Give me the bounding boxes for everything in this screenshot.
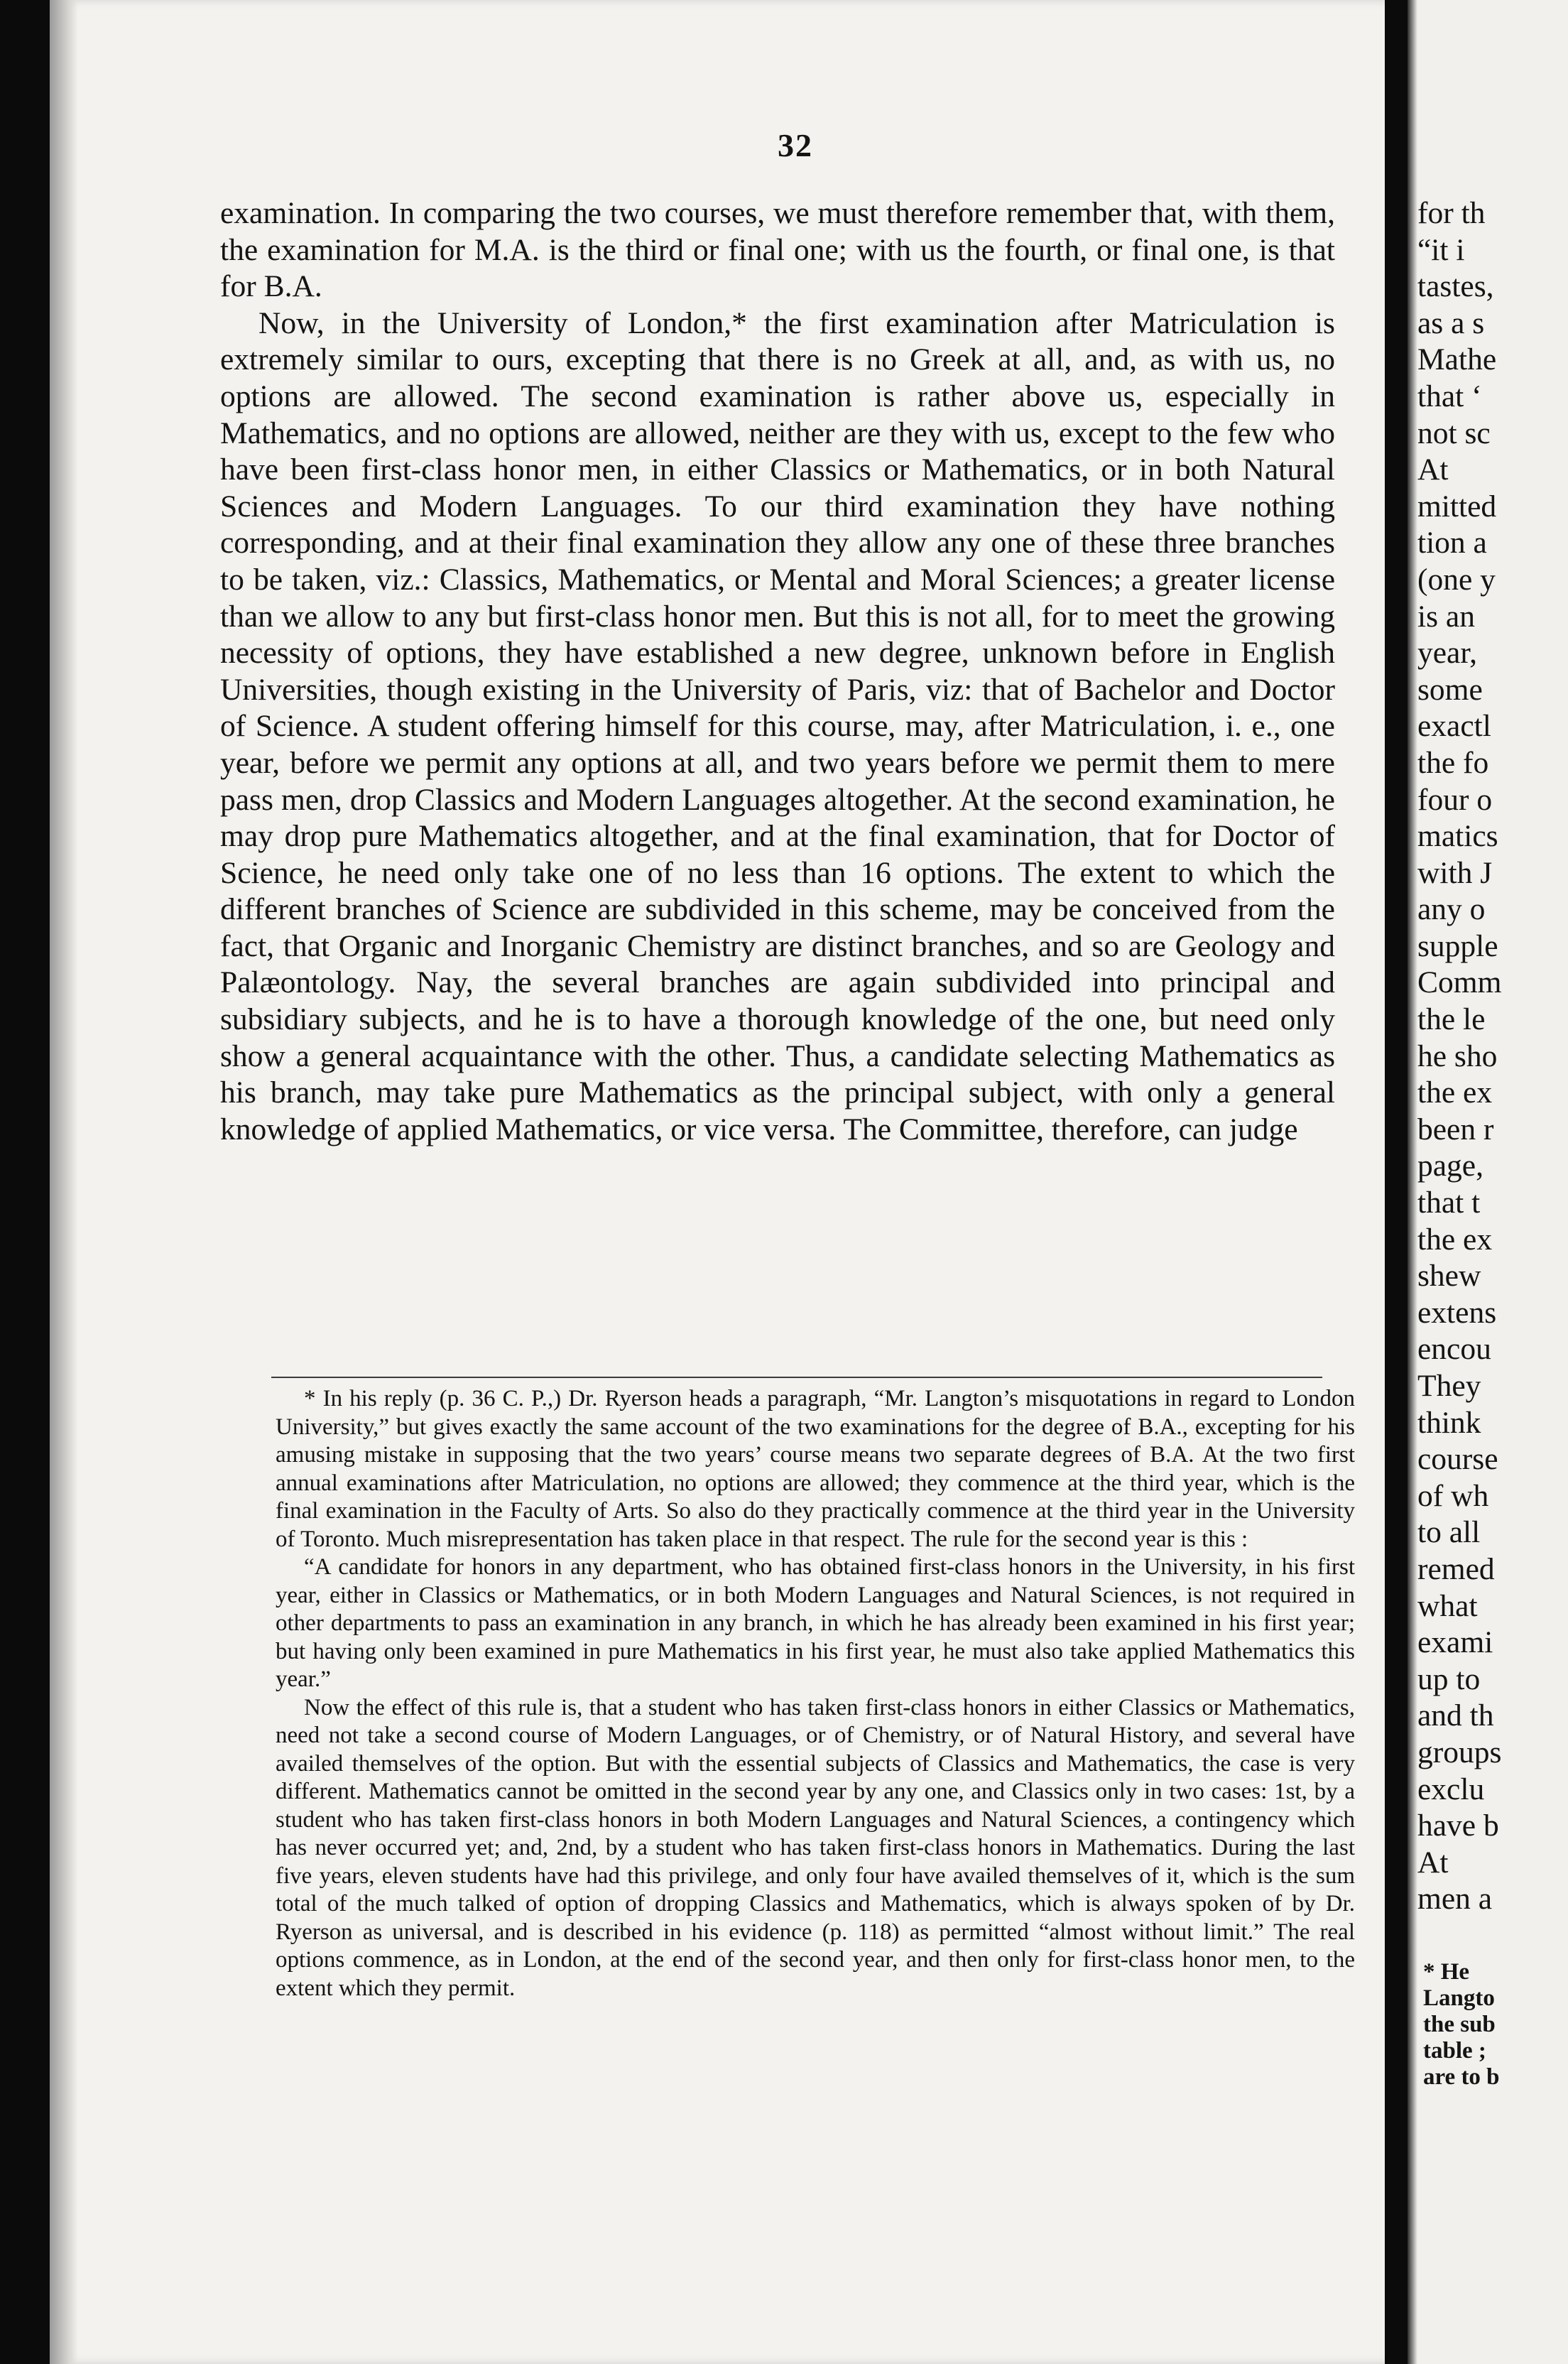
text-line: are to b (1423, 2064, 1500, 2090)
right-page-footnote (1423, 1959, 1568, 2091)
right-page-edge (1408, 0, 1568, 2364)
text-line: the ex (1417, 1222, 1493, 1257)
text-line: table ; (1423, 2038, 1486, 2064)
text-line: Langto (1423, 1985, 1495, 2011)
text-line: They (1417, 1369, 1481, 1403)
text-line: any o (1417, 892, 1486, 927)
text-line: (one y (1417, 562, 1496, 597)
text-line: and th (1417, 1698, 1494, 1733)
text-line: extens (1417, 1295, 1497, 1330)
text-line: four o (1417, 782, 1493, 817)
body-text (220, 195, 1335, 1148)
text-line: exactl (1417, 709, 1491, 744)
text-line: Mathe (1417, 342, 1497, 377)
text-line: what (1417, 1588, 1478, 1623)
text-line: he sho (1417, 1039, 1498, 1073)
text-line: supple (1417, 928, 1498, 963)
text-line: of wh (1417, 1478, 1489, 1513)
text-line: have b (1417, 1809, 1499, 1843)
text-line: At (1417, 452, 1449, 487)
footnote-quote: “A candidate for honors in any department, who has obtained first-class honors in the University, in his first year, either in Classics or Mathematics, or in both Modern Languages and Natural Sciences, is not required in other departments to pass an examination in any branch, in which he has already been examined in his first year; but having only been examined in pure Mathematics in his first year, he must also take applied Mathematics this year.” (276, 1554, 1355, 1692)
text-line: with J (1417, 855, 1493, 890)
text-line: groups (1417, 1735, 1502, 1769)
text-line: is an (1417, 599, 1475, 634)
text-line: course (1417, 1442, 1498, 1477)
text-line: that t (1417, 1186, 1481, 1220)
text-line: men a (1417, 1882, 1493, 1916)
paragraph: Now, in the University of London,* the first examination after Matriculation is extremely similar to ours, excepting that there is no Greek at all, and, as with us, no options are allowed. The second examination is rather above us, especially in Mathematics, and no options are allowed, neither are they with us, except to the few who have been first-class honor men, in either Classics or Mathematics, or in both Natural Sciences and Modern Languages. To our third examination they have nothing corresponding, and at their final examination they allow any one of these three branches to be taken, viz.: Classics, Mathematics, or Mental and Moral Sciences; a greater license than we allow to any but first-class honor men. But this is not all, for to meet the growing necessity of options, they have established a new degree, unknown before in English Universities, though existing in the University of Paris, viz: that of Bachelor and Doctor of Science. A student offering himself for this course, may, after Matriculation, i. e., one year, before we permit any options at all, and two years before we permit them to mere pass men, drop Classics and Modern Languages altogether. At the second examination, he may drop pure Mathematics altogether, and at the final examination, that for Doctor of Science, he need only take one of no less than 16 options. The extent to which the different branches of Science are subdivided in this scheme, may be conceived from the fact, that Organic and Inorganic Chemistry are distinct branches, and so are Geology and Palæontology. Nay, the several branches are again subdivided into principal and subsidiary subjects, and he is to have a thorough knowledge of the one, but need only show a general acquaintance with the other. Thus, a candidate selecting Mathematics as his branch, may take pure Mathematics as the principal subject, with only a general knowledge of applied Mathematics, or vice versa. The Committee, therefore, can judge (220, 305, 1335, 1146)
text-line: matics (1417, 819, 1498, 854)
text-line: shew (1417, 1259, 1481, 1294)
text-line: that ‘ (1417, 379, 1482, 413)
text-line: for th (1417, 196, 1486, 230)
text-line: the sub (1423, 2012, 1496, 2037)
footnote-continuation: Now the effect of this rule is, that a student who has taken first-class honors in either Classics or Mathematics, need not take a second course of Modern Languages, or of Chemistry, or of Natural History, and several have availed themselves of the option. But with the essential subjects of Classics and Mathematics, the case is very different. Mathematics cannot be omitted in the second year by any one, and Classics only in two cases: 1st, by a student who has taken first-class honors in both Modern Languages and Natural Sciences, a contingency which has never occurred yet; and, 2nd, by a student who has taken first-class honors in Mathematics. During the last five years, eleven students have had this privilege, and only four have availed themselves of it, which is the sum total of the much talked of option of dropping Classics and Mathematics, which is always spoken of by Dr. Ryerson as universal, and is described in his evidence (p. 118) as permitted “almost without limit.” The real options commence, as in London, at the end of the second year, and then only for first-class honor men, to the extent which they permit. (276, 1694, 1355, 2001)
left-page (50, 0, 1385, 2364)
text-line: page, (1417, 1149, 1483, 1183)
text-line: “it i (1417, 232, 1465, 267)
text-line: mitted (1417, 489, 1497, 524)
page-number: 32 (778, 127, 813, 163)
text-line: up to (1417, 1661, 1481, 1696)
paragraph: examination. In comparing the two courses, we must therefore remember that, with them, the examination for M.A. is the third or final one; with us the fourth, or final one, is that for B.A. (220, 196, 1335, 304)
text-line: the fo (1417, 745, 1489, 780)
text-line: encou (1417, 1332, 1491, 1367)
text-line: exami (1417, 1625, 1493, 1660)
text-line: some (1417, 672, 1483, 707)
text-line: exclu (1417, 1772, 1485, 1806)
footnote-divider (271, 1377, 1322, 1378)
text-line: * He (1423, 1959, 1470, 1985)
right-page-text (1417, 195, 1568, 1918)
text-line: At (1417, 1845, 1449, 1880)
text-line: remed (1417, 1551, 1495, 1586)
text-line: think (1417, 1405, 1481, 1440)
text-line: the ex (1417, 1075, 1493, 1110)
footnotes (276, 1385, 1355, 2002)
text-line: to all (1417, 1515, 1481, 1550)
text-line: been r (1417, 1112, 1494, 1146)
footnote: * In his reply (p. 36 C. P.,) Dr. Ryerson heads a paragraph, “Mr. Langton’s misquotations in regard to London University,” but gives exactly the same account of the two examinations for the degree of B.A., excepting for his amusing mistake in supposing that the two years’ course means two separate degrees of B.A. At the two first annual examinations after Matriculation, no options are allowed; they commence at the third year, which is the final examination in the Faculty of Arts. So also do they practically commence at the third year in the University of Toronto. Much misrepresentation has taken place in that respect. The rule for the second year is this : (276, 1386, 1355, 1552)
text-line: year, (1417, 636, 1477, 671)
text-line: as a s (1417, 305, 1485, 340)
text-line: not sc (1417, 416, 1491, 450)
text-line: tastes, (1417, 269, 1494, 304)
text-line: Comm (1417, 965, 1502, 1000)
text-line: tion a (1417, 526, 1487, 560)
text-line: the le (1417, 1002, 1486, 1037)
